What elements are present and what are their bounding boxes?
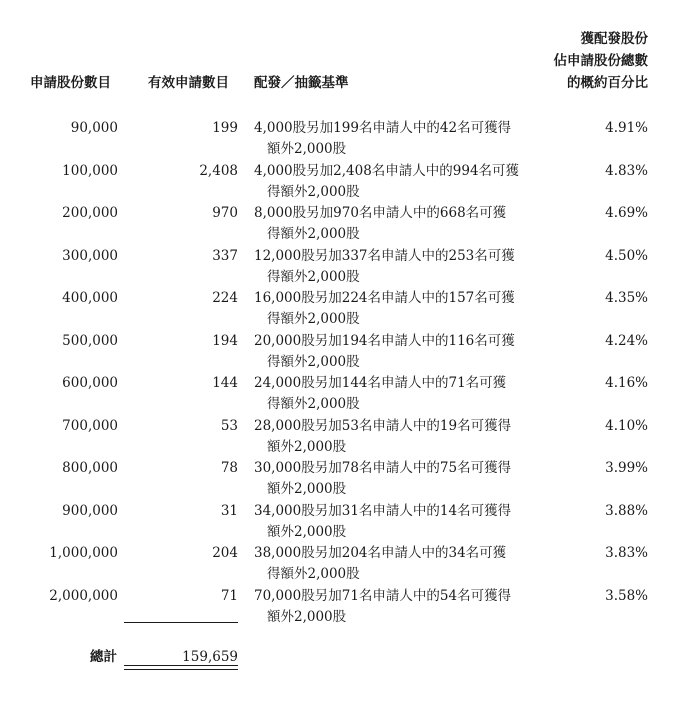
basis-line-1: 4,000股另加199名申請人中的42名可獲得 — [254, 120, 512, 136]
header-approx-percentage — [554, 28, 649, 94]
table-row — [0, 246, 686, 290]
basis-line-2: 得額外2,000股 — [267, 566, 360, 582]
header-valid-applications: 有效申請數目 — [148, 75, 229, 91]
header-pct-line2: 佔申請股份總數 — [553, 53, 648, 69]
basis-line-2: 額外2,000股 — [267, 481, 347, 497]
basis-line-1: 38,000股另加204名申請人中的34名可獲 — [254, 545, 507, 561]
header-shares-applied: 申請股份數目 — [30, 75, 111, 91]
total-value: 159,659 — [182, 649, 238, 665]
total-label: 總計 — [90, 649, 117, 665]
basis-line-2: 額外2,000股 — [267, 438, 347, 455]
cell-approx-percentage: 3.88% — [605, 502, 648, 519]
cell-approx-percentage: 4.83% — [605, 162, 648, 179]
cell-allotment-basis — [254, 586, 544, 628]
cell-shares-applied: 500,000 — [62, 332, 118, 349]
cell-allotment-basis — [254, 331, 544, 373]
cell-shares-applied: 900,000 — [62, 502, 118, 519]
basis-line-1: 70,000股另加71名申請人中的54名可獲得 — [254, 587, 512, 604]
table-row — [0, 458, 686, 502]
cell-allotment-basis — [254, 246, 544, 288]
table-row — [0, 373, 686, 417]
cell-allotment-basis — [254, 416, 544, 458]
cell-allotment-basis — [254, 458, 544, 500]
subtotal-rule — [124, 622, 238, 623]
cell-approx-percentage: 4.10% — [605, 417, 648, 434]
cell-shares-applied: 200,000 — [62, 205, 118, 221]
cell-valid-applications: 337 — [212, 247, 238, 264]
cell-valid-applications: 224 — [212, 290, 238, 306]
cell-allotment-basis — [254, 118, 544, 160]
basis-line-1: 30,000股另加78名申請人中的75名可獲得 — [254, 460, 512, 476]
basis-line-1: 20,000股另加194名申請人中的116名可獲 — [254, 332, 515, 349]
cell-valid-applications: 194 — [212, 332, 238, 349]
cell-valid-applications: 78 — [220, 460, 238, 476]
basis-line-1: 4,000股另加2,408名申請人中的994名可獲 — [254, 162, 520, 179]
cell-shares-applied: 400,000 — [62, 290, 118, 306]
cell-allotment-basis — [254, 501, 544, 543]
cell-shares-applied: 2,000,000 — [49, 587, 118, 604]
cell-shares-applied: 300,000 — [62, 247, 118, 264]
basis-line-1: 16,000股另加224名申請人中的157名可獲 — [254, 290, 515, 306]
cell-shares-applied: 600,000 — [62, 375, 118, 391]
cell-approx-percentage: 4.91% — [605, 120, 648, 136]
cell-shares-applied: 1,000,000 — [49, 545, 118, 561]
cell-valid-applications: 199 — [212, 120, 238, 136]
cell-approx-percentage: 3.99% — [605, 460, 648, 476]
basis-line-1: 8,000股另加970名申請人中的668名可獲 — [254, 205, 507, 221]
table-row — [0, 586, 686, 630]
header-allotment-basis: 配發／抽籤基準 — [254, 75, 349, 91]
cell-approx-percentage: 4.50% — [605, 247, 648, 264]
basis-line-2: 額外2,000股 — [267, 141, 347, 157]
cell-allotment-basis — [254, 543, 544, 585]
header-pct-line1: 獲配發股份 — [580, 31, 648, 47]
cell-allotment-basis — [254, 373, 544, 415]
cell-valid-applications: 204 — [212, 545, 238, 561]
basis-line-2: 得額外2,000股 — [267, 353, 360, 370]
basis-line-1: 28,000股另加53名申請人中的19名可獲得 — [254, 417, 512, 434]
table-row — [0, 543, 686, 587]
cell-approx-percentage: 3.58% — [605, 587, 648, 604]
total-double-rule — [124, 665, 238, 670]
table-row — [0, 118, 686, 162]
basis-line-2: 額外2,000股 — [267, 523, 347, 540]
basis-line-2: 得額外2,000股 — [267, 226, 360, 242]
cell-valid-applications: 970 — [212, 205, 238, 221]
basis-line-1: 24,000股另加144名申請人中的71名可獲 — [254, 375, 507, 391]
cell-valid-applications: 31 — [220, 502, 238, 519]
cell-valid-applications: 53 — [220, 417, 238, 434]
cell-allotment-basis — [254, 288, 544, 330]
table-row — [0, 288, 686, 332]
cell-valid-applications: 71 — [220, 587, 238, 604]
basis-line-2: 得額外2,000股 — [267, 183, 360, 200]
cell-allotment-basis — [254, 161, 544, 203]
cell-allotment-basis — [254, 203, 544, 245]
table-row — [0, 331, 686, 375]
cell-approx-percentage: 3.83% — [605, 545, 648, 561]
cell-approx-percentage: 4.69% — [605, 205, 648, 221]
cell-valid-applications: 144 — [212, 375, 238, 391]
cell-approx-percentage: 4.35% — [605, 290, 648, 306]
basis-line-1: 34,000股另加31名申請人中的14名可獲得 — [254, 502, 512, 519]
table-row — [0, 161, 686, 205]
basis-line-1: 12,000股另加337名申請人中的253名可獲 — [254, 247, 515, 264]
basis-line-2: 額外2,000股 — [267, 608, 347, 625]
basis-line-2: 得額外2,000股 — [267, 396, 360, 412]
cell-approx-percentage: 4.16% — [605, 375, 648, 391]
cell-shares-applied: 100,000 — [62, 162, 118, 179]
cell-shares-applied: 700,000 — [62, 417, 118, 434]
table-row — [0, 416, 686, 460]
table-row — [0, 501, 686, 545]
cell-shares-applied: 800,000 — [62, 460, 118, 476]
cell-approx-percentage: 4.24% — [605, 332, 648, 349]
header-pct-line3: 的概約百分比 — [567, 75, 648, 91]
cell-valid-applications: 2,408 — [199, 162, 238, 179]
table-row — [0, 203, 686, 247]
basis-line-2: 得額外2,000股 — [267, 268, 360, 285]
basis-line-2: 得額外2,000股 — [267, 311, 360, 327]
cell-shares-applied: 90,000 — [70, 120, 118, 136]
